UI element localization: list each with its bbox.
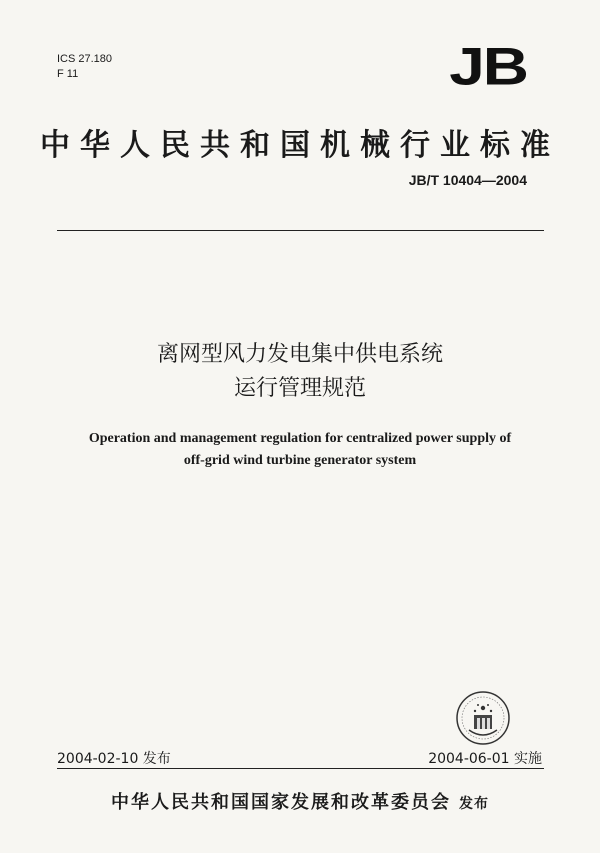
- ics-code: ICS 27.180: [57, 53, 113, 65]
- bottom-divider: [57, 768, 544, 769]
- standard-title: 中华人民共和国机械行业标准: [40, 128, 560, 163]
- national-emblem-seal-icon: [455, 690, 511, 746]
- implementation-date: 2004-06-01 实施: [428, 751, 542, 767]
- issuer-line: [0, 790, 600, 817]
- issue-date: 2004-02-10 发布: [57, 751, 171, 767]
- issuer-suffix: 发布: [459, 796, 489, 812]
- standard-number: JB/T 10404—2004: [408, 172, 527, 188]
- cn-title-line1: 离网型风力发电集中供电系统: [156, 342, 443, 367]
- top-divider: [57, 230, 544, 231]
- jb-logo: JB: [449, 36, 527, 96]
- en-title-line2: off-grid wind turbine generator system: [183, 453, 417, 468]
- cn-title-line2: 运行管理规范: [233, 376, 366, 401]
- classification-code: F 11: [57, 68, 79, 80]
- en-title-line1: Operation and management regulation for centralized power supply of: [88, 431, 512, 446]
- issuer-name: 中华人民共和国国家发展和改革委员会: [111, 792, 451, 813]
